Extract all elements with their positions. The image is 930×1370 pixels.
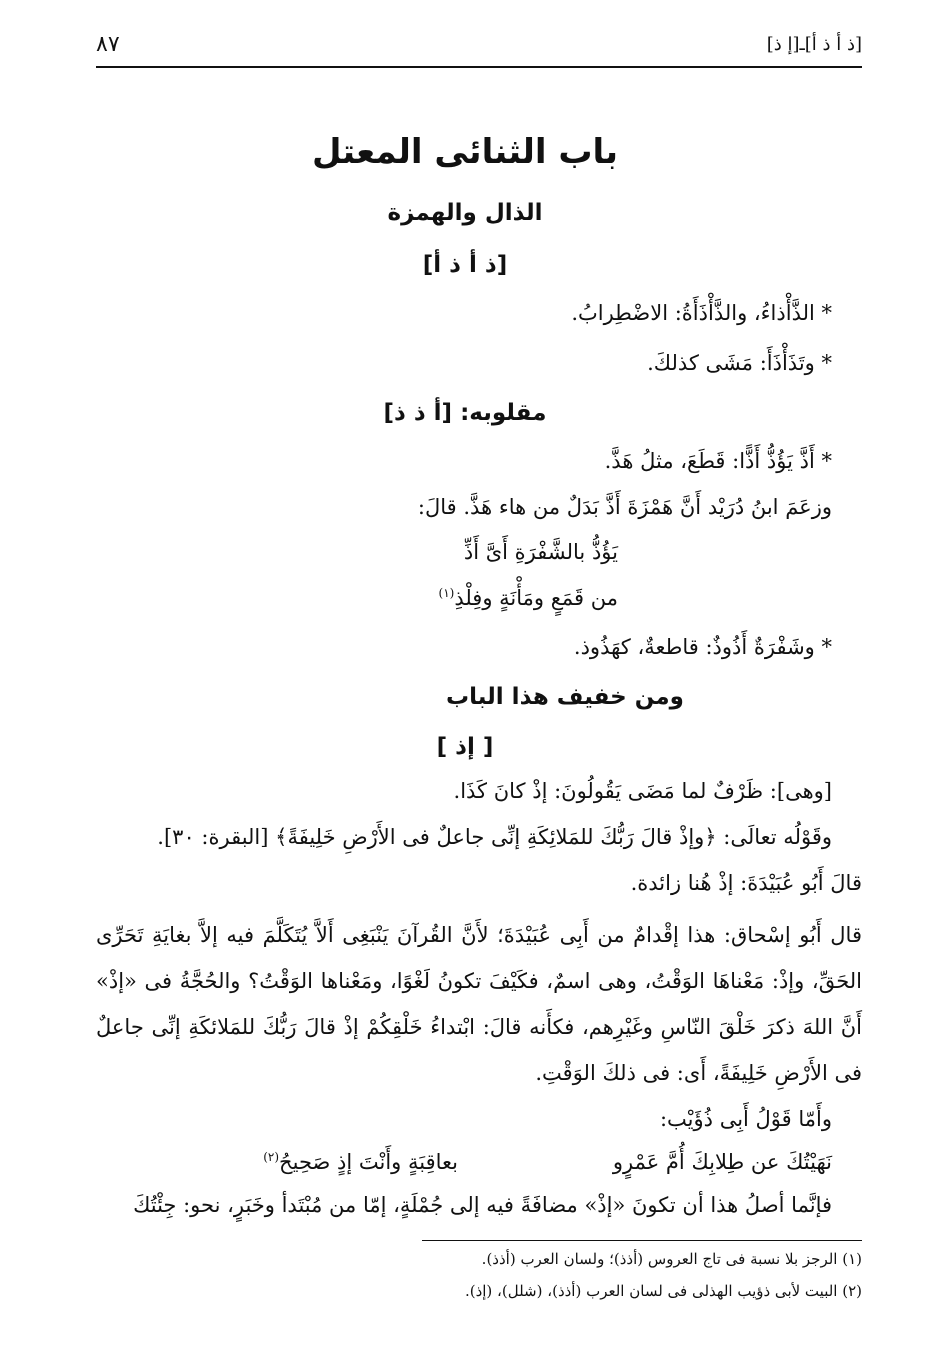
- section-heading-maqlub: مقلوبه: [أ ذ ذ]: [383, 400, 547, 426]
- header-rule: [96, 66, 862, 68]
- running-headword: [ذ أ ذ أ]ـ[إ ذ]: [766, 34, 862, 55]
- footnote: (١) الرجز بلا نسبة فى تاج العروس (أذذ)؛ ولسان العرب (أذذ).: [481, 1250, 862, 1268]
- footnote-mark: (١): [438, 586, 455, 600]
- root-heading-dhadha: [ذ أ ذ أ]: [422, 252, 508, 278]
- rajaz-text: من قَمَعٍ ومَأْنَةٍ وفِلْذِ: [454, 586, 618, 610]
- footnote-mark: (٢): [263, 1150, 280, 1164]
- chapter-title: باب الثنائى المعتل: [311, 132, 619, 172]
- footnote: (٢) البيت لأبى ذؤيب الهذلى فى لسان العرب (أذذ)، (شلل)، (إذ).: [464, 1282, 862, 1300]
- entry-line: * الذَّأْذاءُ، والذَّأْذَأَةُ: الاضْطِرابُ.: [571, 301, 832, 325]
- entry-line: * أَذَّ يَؤُذُّ أَذًّا: قَطَعَ، مثلُ هَذَّ.: [604, 449, 832, 473]
- entry-line: وأَمّا قَوْلُ أَبِى ذُؤَيْب:: [659, 1107, 832, 1131]
- rajaz-line: يَؤُذُّ بالشَّفْرَةِ أَىَّ أَذِّ: [463, 540, 618, 564]
- footnote-rule: [422, 1240, 862, 1241]
- verse-hemistich-second: [263, 1150, 458, 1174]
- verse-text: بعاقِبَةٍ وأَنْتَ إذٍ صَحِيحُ: [279, 1150, 458, 1174]
- section-heading-khafif: ومن خفيف هذا الباب: [446, 684, 684, 710]
- entry-line: وزعَمَ ابنُ دُرَيْد أَنَّ هَمْزَةَ أَذَّ بَدَلٌ من هاء هَذَّ. قالَ:: [417, 495, 832, 519]
- entry-line: قالَ أَبُو عُبَيْدَةَ: إذْ هُنا زائدة.: [630, 871, 862, 895]
- entry-line: * وتَذَأْذَأَ: مَشَى كذلكَ.: [647, 351, 832, 375]
- body-paragraph: قال أَبُو إسْحاق: هذا إقْدامٌ من أَبِى عُبَيْدَةَ؛ لأَنَّ القُرآنَ يَنْبَغِى أَلاَّ يُتَكَلَّمَ فيه إلاَّ بغايَةِ تَحَرِّى الحَقِّ، وإذْ: مَعْناهَا الوَقْتُ، وهى اسمٌ، فكَيْفَ تكونُ لَغْوًا، ومَعْناها الوَقْتُ؟ والحُجَّةُ فى «إذْ» أَنَّ اللهَ ذكرَ خَلْقَ النّاسِ وغَيْرِهم، فكأَنه قالَ: ابْتداءُ خَلْقِكُمْ إذْ قالَ رَبُّكَ للمَلائكَةِ إنِّى جاعلٌ فى الأَرْضِ خَلِيفَةً، أَى: فى ذلكَ الوَقْتِ.: [96, 923, 862, 1085]
- entry-line: [وهى]: ظَرْفٌ لما مَضَى يَقُولُونَ: إذْ كانَ كَذَا.: [453, 779, 832, 803]
- verse-hemistich-first: نَهَيْتُكَ عن طِلابِكَ أُمَّ عَمْرٍو: [612, 1150, 832, 1174]
- entry-line: * وشَفْرَةٌ أَذُوذٌ: قاطعةٌ، كهَذُوذ.: [573, 635, 832, 659]
- rajaz-line: [439, 586, 619, 610]
- page-number: ٨٧: [96, 32, 120, 57]
- entry-line: وقَوْلُه تعالَى: ﴿وإذْ قالَ رَبُّكَ للمَلائِكَةِ إنِّى جاعلٌ فى الأَرْضِ خَلِيفَةً﴾ [البقرة: ٣٠].: [157, 825, 832, 849]
- root-heading-idh: [ إذ ]: [436, 734, 494, 760]
- entry-line: فإنَّما أصلُ هذا أن تكونَ «إذْ» مضافَةً فيه إلى جُمْلَةٍ، إمّا من مُبْتَدأ وخَبَرٍ، نحو: جِئْتُكَ: [133, 1193, 832, 1217]
- section-heading-dhal-hamza: الذال والهمزة: [387, 200, 543, 226]
- running-header: [96, 32, 862, 66]
